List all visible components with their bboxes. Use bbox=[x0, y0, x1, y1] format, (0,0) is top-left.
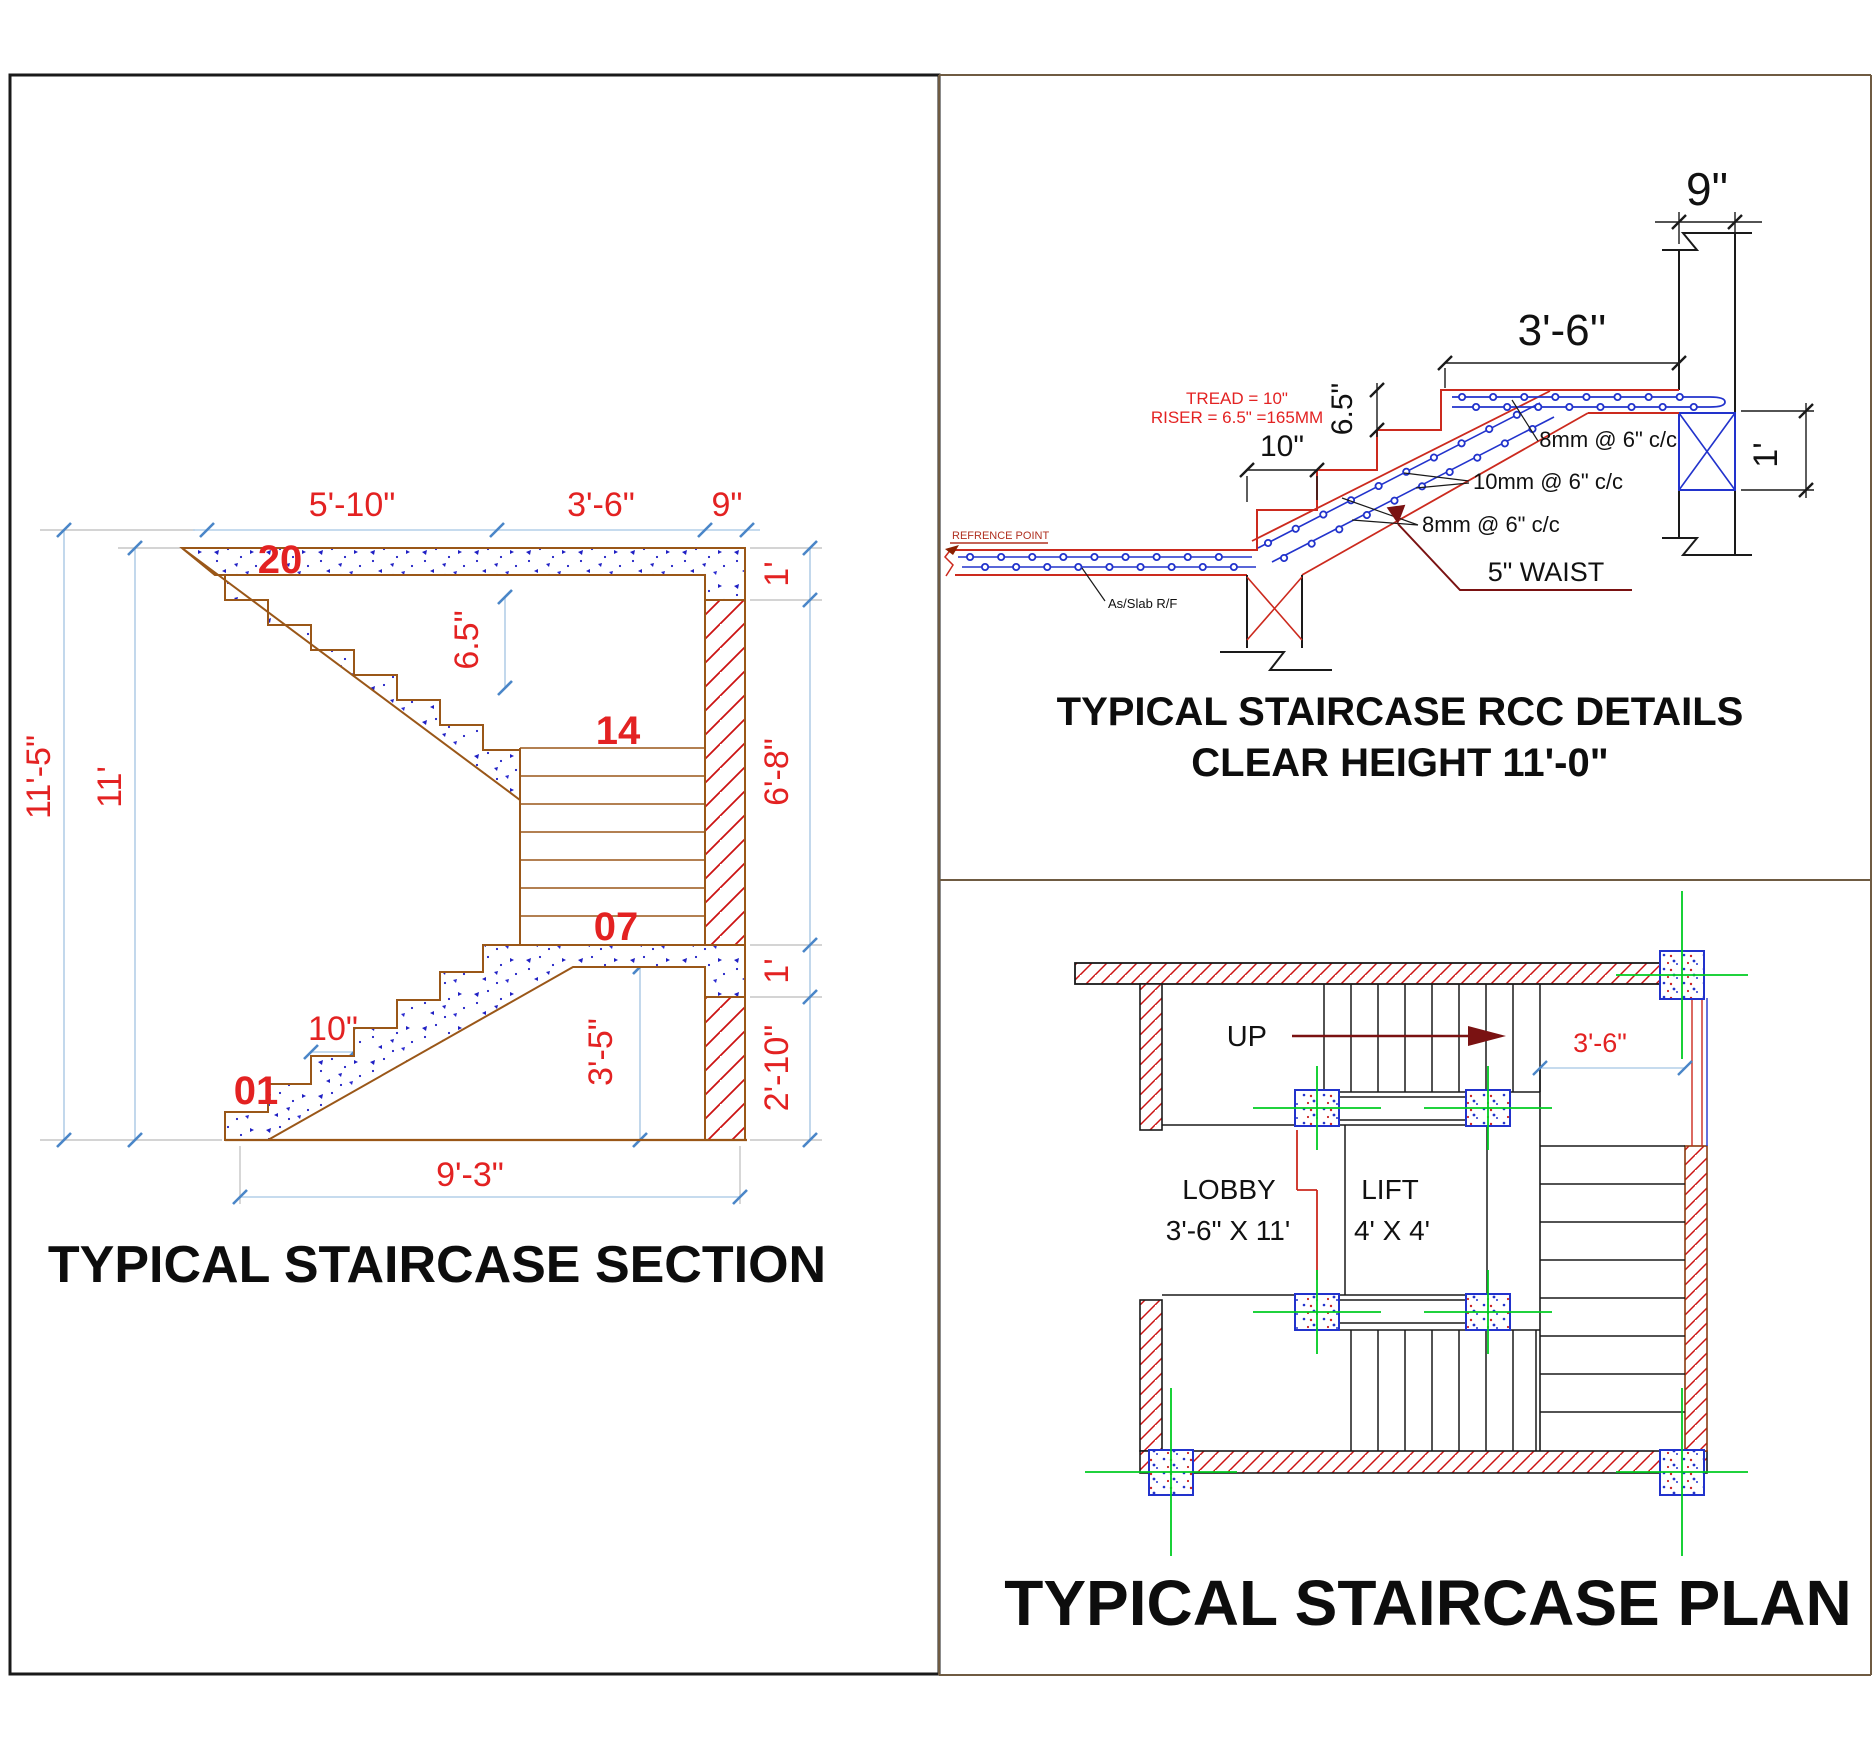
plan-lower-treads bbox=[1351, 1330, 1536, 1451]
dim-mid-height: 3'-5" bbox=[582, 1018, 620, 1086]
plan-wall-right bbox=[1685, 1146, 1707, 1451]
section-wall-lower bbox=[705, 997, 745, 1140]
section-wall-upper bbox=[705, 600, 745, 945]
step-number-20: 20 bbox=[257, 538, 303, 582]
plan-drawing bbox=[1004, 891, 1851, 1639]
plan-wall-top bbox=[1075, 963, 1685, 984]
step-number-14: 14 bbox=[595, 709, 641, 753]
section-dim-lines bbox=[64, 530, 810, 1197]
rcc-note-tread: TREAD = 10" bbox=[1186, 389, 1288, 408]
rcc-label-waist: 5" WAIST bbox=[1487, 557, 1605, 587]
dim-tread-section: 10" bbox=[308, 1010, 358, 1048]
rcc-note-riser: RISER = 6.5" =165MM bbox=[1150, 408, 1324, 427]
plan-wall-left-lower bbox=[1140, 1300, 1162, 1451]
rcc-label-slab-rf: As/Slab R/F bbox=[1108, 596, 1178, 611]
plan-upper-treads bbox=[1324, 984, 1540, 1092]
plan-wall-right-lines bbox=[1692, 1000, 1702, 1146]
rcc-dim-beam: 1' bbox=[1747, 442, 1785, 468]
plan-lobby-door bbox=[1297, 1130, 1317, 1280]
plan-dim-landing: 3'-6" bbox=[1573, 1028, 1627, 1058]
plan-title: TYPICAL STAIRCASE PLAN bbox=[1004, 1567, 1852, 1639]
section-dim-ticks bbox=[57, 523, 817, 1204]
rcc-dim-wall: 9" bbox=[1686, 163, 1728, 215]
rcc-dim-riser: 6.5" bbox=[1326, 382, 1359, 436]
step-number-01: 01 bbox=[233, 1069, 279, 1113]
dim-total-left: 11'-5" bbox=[20, 734, 58, 820]
plan-wall-bottom bbox=[1140, 1451, 1707, 1473]
plan-label-up: UP bbox=[1226, 1021, 1267, 1053]
dim-flight-top: 5'-10" bbox=[308, 486, 396, 524]
section-lower-flight bbox=[225, 945, 745, 1140]
dim-slab-right-top: 1' bbox=[758, 561, 796, 587]
rcc-title-line2: CLEAR HEIGHT 11'-0" bbox=[1191, 741, 1609, 785]
rcc-label-reference: REFRENCE POINT bbox=[952, 530, 1050, 542]
plan-lift-size: 4' X 4' bbox=[1353, 1215, 1431, 1246]
rcc-dim-tread: 10" bbox=[1259, 430, 1305, 463]
section-upper-flight bbox=[182, 548, 520, 800]
plan-wall-left-upper bbox=[1140, 984, 1162, 1130]
dim-floor-right: 6'-8" bbox=[758, 738, 796, 806]
dim-bottom-right: 2'-10" bbox=[758, 1024, 796, 1112]
dim-clear-left: 11' bbox=[91, 766, 129, 808]
dim-riser-section: 6.5" bbox=[448, 610, 486, 670]
rcc-drawing bbox=[945, 163, 1814, 785]
plan-lift-name: LIFT bbox=[1361, 1174, 1419, 1205]
rcc-wall bbox=[1662, 233, 1752, 555]
step-number-07: 07 bbox=[593, 905, 639, 949]
plan-lobby-name: LOBBY bbox=[1182, 1174, 1276, 1205]
rcc-dim-lines bbox=[1240, 212, 1814, 502]
section-title: TYPICAL STAIRCASE SECTION bbox=[47, 1236, 827, 1294]
section-elevation-treads bbox=[520, 748, 705, 916]
rcc-label-main-bar: 10mm @ 6" c/c bbox=[1473, 469, 1623, 494]
plan-right-treads bbox=[1540, 1146, 1685, 1412]
dim-slab-right-mid: 1' bbox=[758, 958, 796, 984]
dim-wall-top: 9" bbox=[711, 486, 743, 524]
section-drawing bbox=[20, 486, 826, 1294]
dim-total-bottom: 9'-3" bbox=[436, 1156, 504, 1194]
rcc-label-top-bar: 8mm @ 6" c/c bbox=[1539, 427, 1677, 452]
plan-lobby-size: 3'-6" X 11' bbox=[1165, 1215, 1291, 1246]
rcc-dim-landing: 3'-6'' bbox=[1517, 306, 1607, 355]
rcc-title-line1: TYPICAL STAIRCASE RCC DETAILS bbox=[1056, 690, 1744, 734]
rcc-label-dist-bar: 8mm @ 6" c/c bbox=[1422, 512, 1560, 537]
dim-landing-top: 3'-6" bbox=[567, 486, 635, 524]
